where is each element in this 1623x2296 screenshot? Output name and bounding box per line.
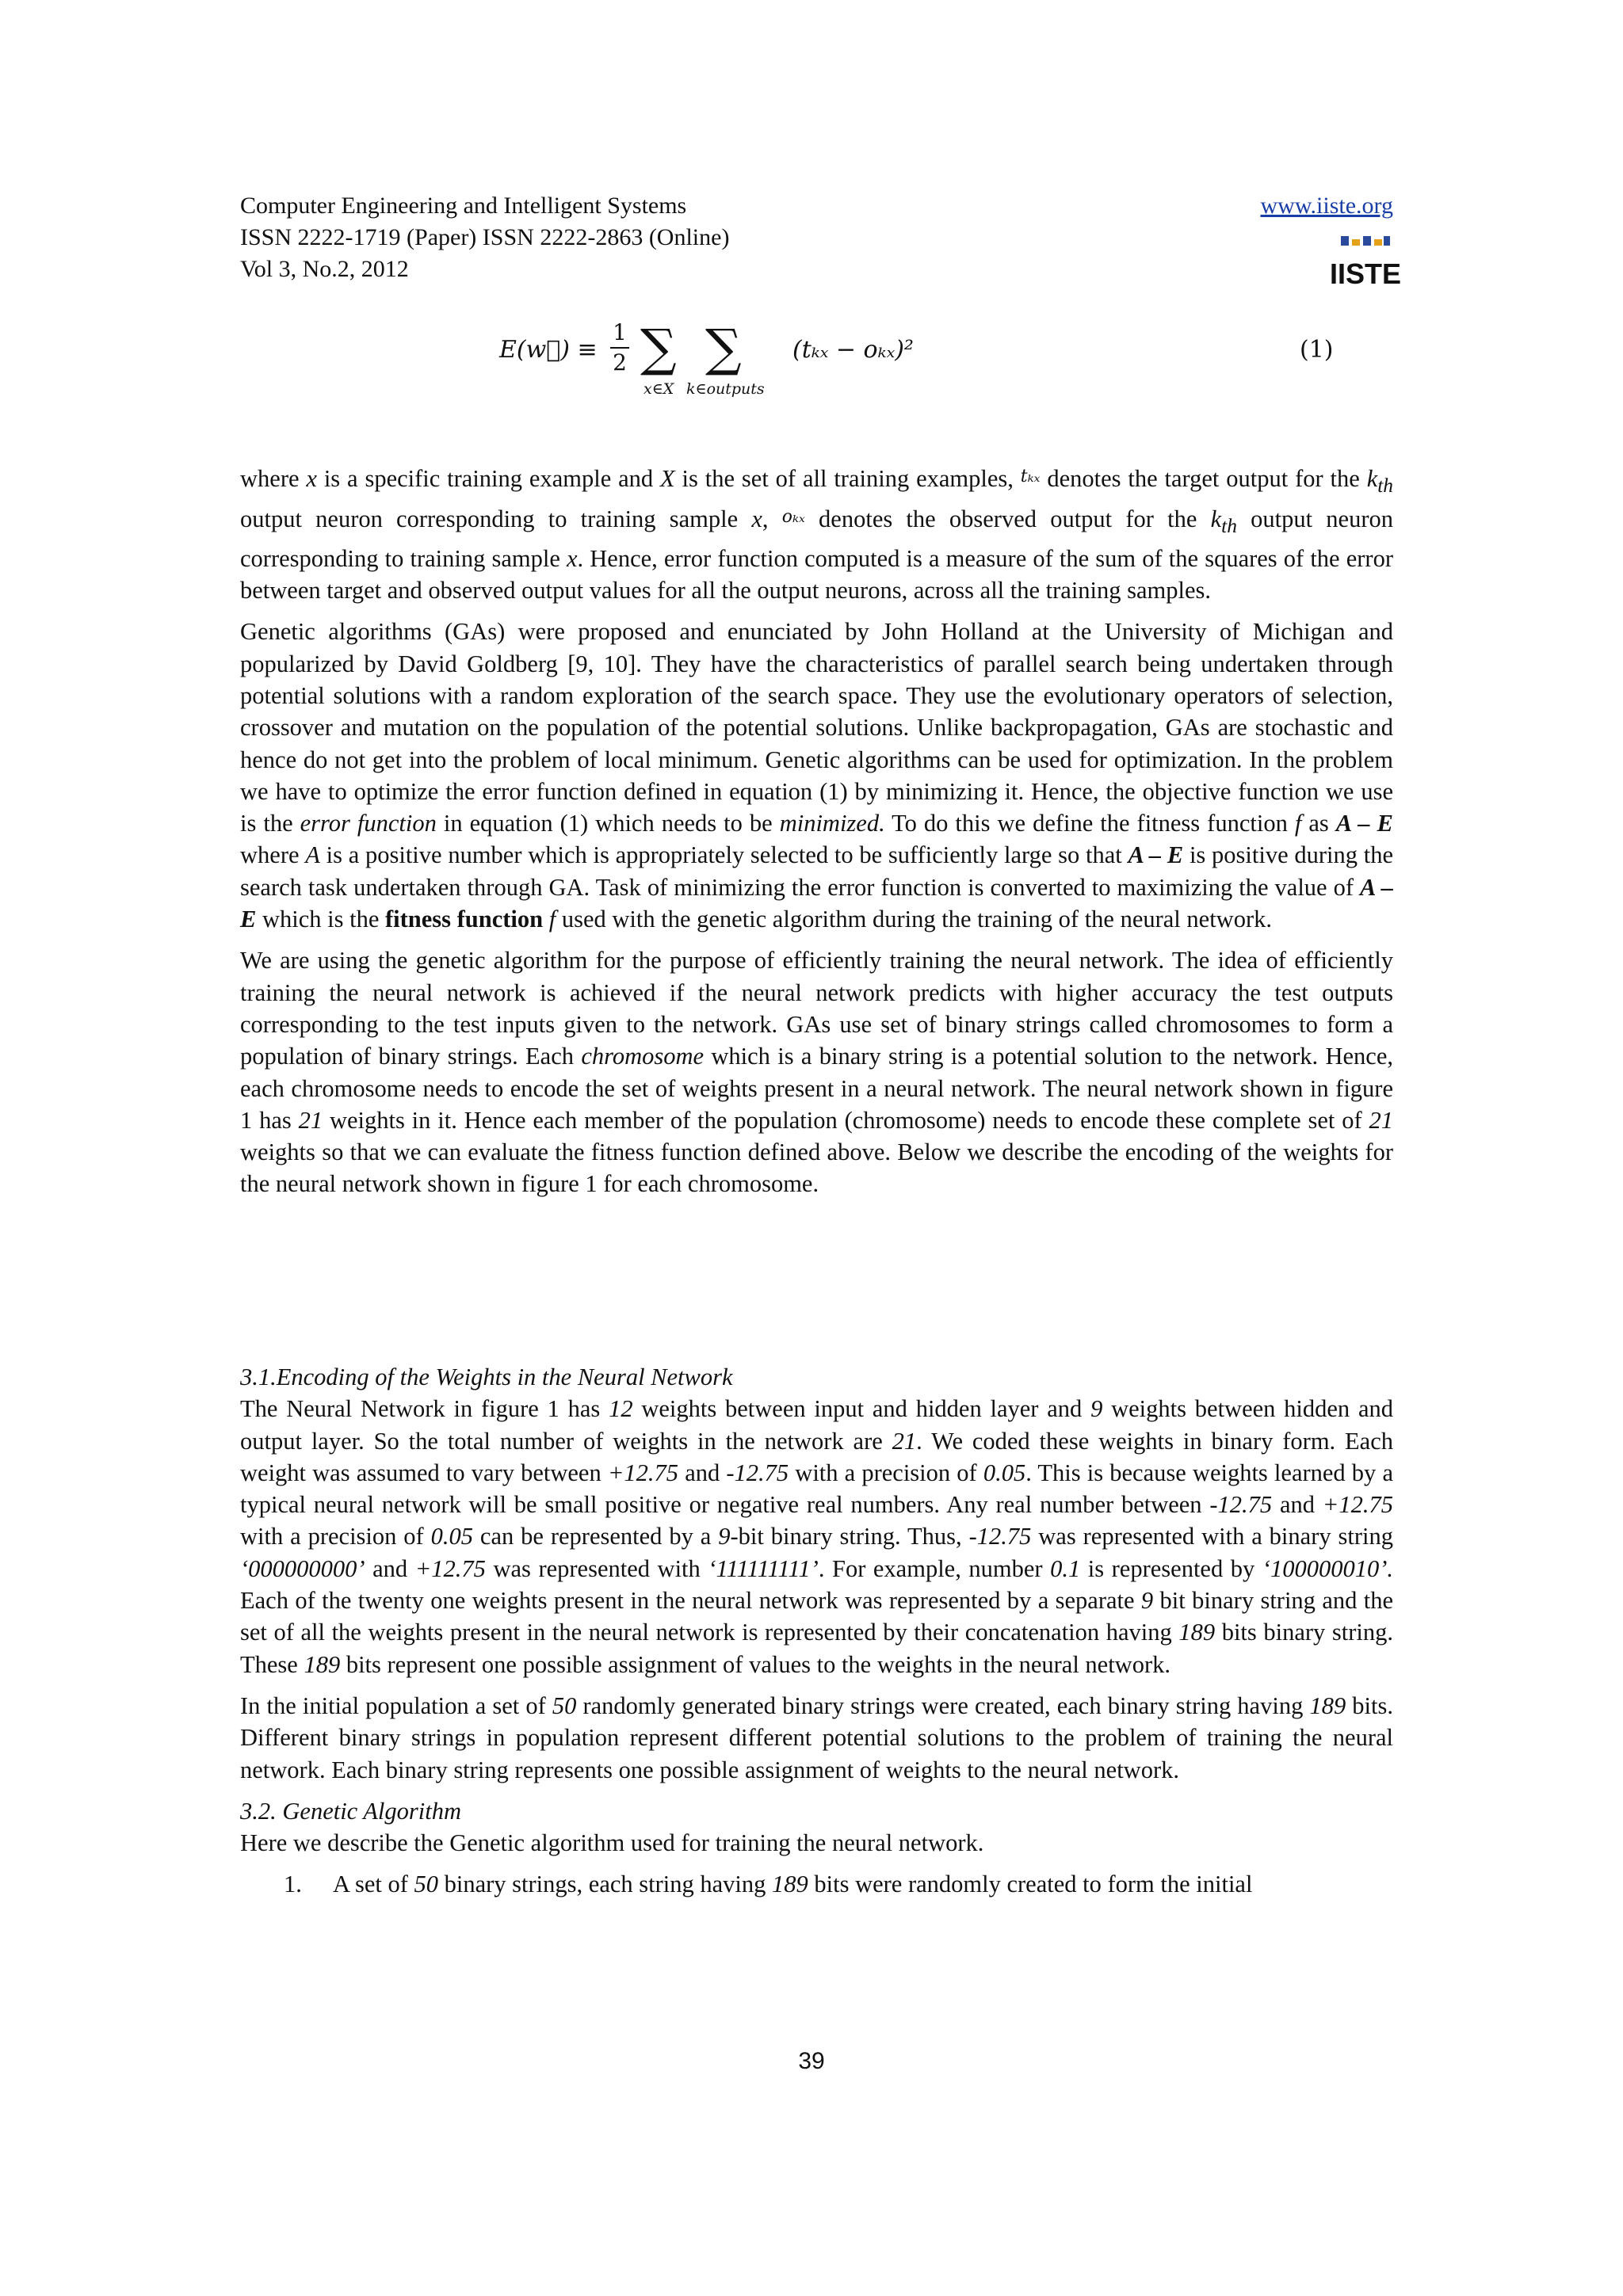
paragraph-weight-encoding: The Neural Network in figure 1 has 12 weights between input and hidden layer and 9 weights between hidden and output layer. So the total number of weights in the network are 21. We coded these weights in binary form. Each weight was assumed to vary between +12.75 and -12.75 with a precision of 0.05. This is because weights learned by a typical neural network will be small positive or negative real numbers. Any real number between -12.75 and +12.75 with a precision of 0.05 can be represented by a 9-bit binary string. Thus, -12.75 was represented with a binary string ‘000000000’ and +12.75 was represented with ‘111111111’. For example, number 0.1 is represented by ‘100000010’. Each of the twenty one weights present in the neural network was represented by a separate 9 bit binary string and the set of all the weights present in the neural network is represented by their concatenation having 189 bits binary string. These 189 bits represent one possible assignment of values to the weights in the neural network. [240, 1395, 1394, 1678]
frac-numerator: 1 [613, 319, 627, 345]
list-item-1 [240, 1868, 1393, 1900]
page-number: 39 [798, 2048, 825, 2074]
sum-symbol-1: ∑ [640, 319, 677, 378]
section-heading-3-1: 3.1.Encoding of the Weights in the Neural Network [240, 1363, 733, 1390]
equation-half [610, 318, 629, 377]
section-heading-3-2: 3.2. Genetic Algorithm [240, 1797, 461, 1825]
o-kx-symbol: oₖₓ [781, 507, 805, 528]
journal-url-link[interactable]: www.iiste.org [1260, 193, 1393, 219]
list-text: A set of 50 binary strings, each string having 189 bits were randomly created to form the initial [333, 1871, 1253, 1898]
sum2-subscript: k∈outputs [686, 380, 765, 398]
sum1-subscript: x∈X [643, 380, 674, 398]
body-text-block-1 [240, 461, 1393, 1210]
equation-1 [499, 318, 1339, 406]
equation-lhs: E(w⃗) ≡ [499, 336, 598, 364]
equation-number: (1) [1300, 336, 1334, 364]
journal-header [240, 190, 1393, 285]
paragraph-chromosomes: We are using the genetic algorithm for the purpose of efficiently training the neural network. The idea of efficiently training the neural network is achieved if the neural network predicts with higher accuracy the test outputs corresponding to the test inputs given to the network. GAs use set of binary strings called chromosomes to form a population of binary strings. Each chromosome which is a binary string is a potential solution to the network. Hence, each chromosome needs to encode the set of weights present in a neural network. The neural network shown in figure 1 has 21 weights in it. Hence each member of the population (chromosome) needs to encode these complete set of 21 weights so that we can evaluate the fitness function defined above. Below we describe the encoding of the weights for the neural network shown in figure 1 for each chromosome. [240, 947, 1393, 1198]
paragraph-ga-intro: Here we describe the Genetic algorithm used for training the neural network. [240, 1829, 984, 1857]
paragraph-initial-population: In the initial population a set of 50 randomly generated binary strings were created, each binary string having 189 bits. Different binary strings in population represent different potential solutions to the problem of training the neural network. Each binary string represents one possible assignment of weights to the neural network. [240, 1691, 1393, 1783]
list-number: 1. [284, 1871, 302, 1898]
paragraph-error-definition: where x is a specific training example and X is the set of all training examples, tₖₓ denotes the target output for the $k_{th}$ output neuron corresponding to training sample x, oₖₓ denotes the observed output for the $k_{th}$ output neuron corresponding to training sample x. Hence, error function computed is a measure of the sum of the squares of the error between target and observed output values for all the output neurons, across all the training samples. [240, 465, 1393, 605]
iiste-logo [1329, 235, 1402, 290]
journal-volume: Vol 3, No.2, 2012 [240, 256, 409, 282]
body-text-block-2 [240, 1361, 1393, 1901]
equation-rhs: (tₖₓ − oₖₓ)² [792, 336, 914, 364]
journal-issn: ISSN 2222-1719 (Paper) ISSN 2222-2863 (Online) [240, 224, 730, 250]
frac-denominator: 2 [613, 349, 627, 376]
sum-symbol-2: ∑ [705, 319, 742, 378]
t-kx-symbol: tₖₓ [1020, 467, 1041, 486]
logo-lettering: IISTE [1329, 257, 1402, 290]
journal-title: Computer Engineering and Intelligent Systems [240, 193, 687, 219]
paragraph-genetic-algorithms: Genetic algorithms (GAs) were proposed and enunciated by John Holland at the University of Michigan and popularized by David Goldberg [9, 10]. They have the characteristics of parallel search being undertaken through potential solutions with a random exploration of the search space. They use the evolutionary operators of selection, crossover and mutation on the population of the potential solutions. Unlike backpropagation, GAs are stochastic and hence do not get into the problem of local minimum. Genetic algorithms can be used for optimization. In the problem we have to optimize the error function defined in equation (1) by minimizing it. Hence, the objective function we use is the error function in equation (1) which needs to be minimized. To do this we define the fitness function f as A – E where A is a positive number which is appropriately selected to be sufficiently large so that A – E is positive during the search task undertaken through GA. Task of minimizing the error function is converted to maximizing the value of A – E which is the fitness function f used with the genetic algorithm during the training of the neural network. [240, 618, 1393, 933]
